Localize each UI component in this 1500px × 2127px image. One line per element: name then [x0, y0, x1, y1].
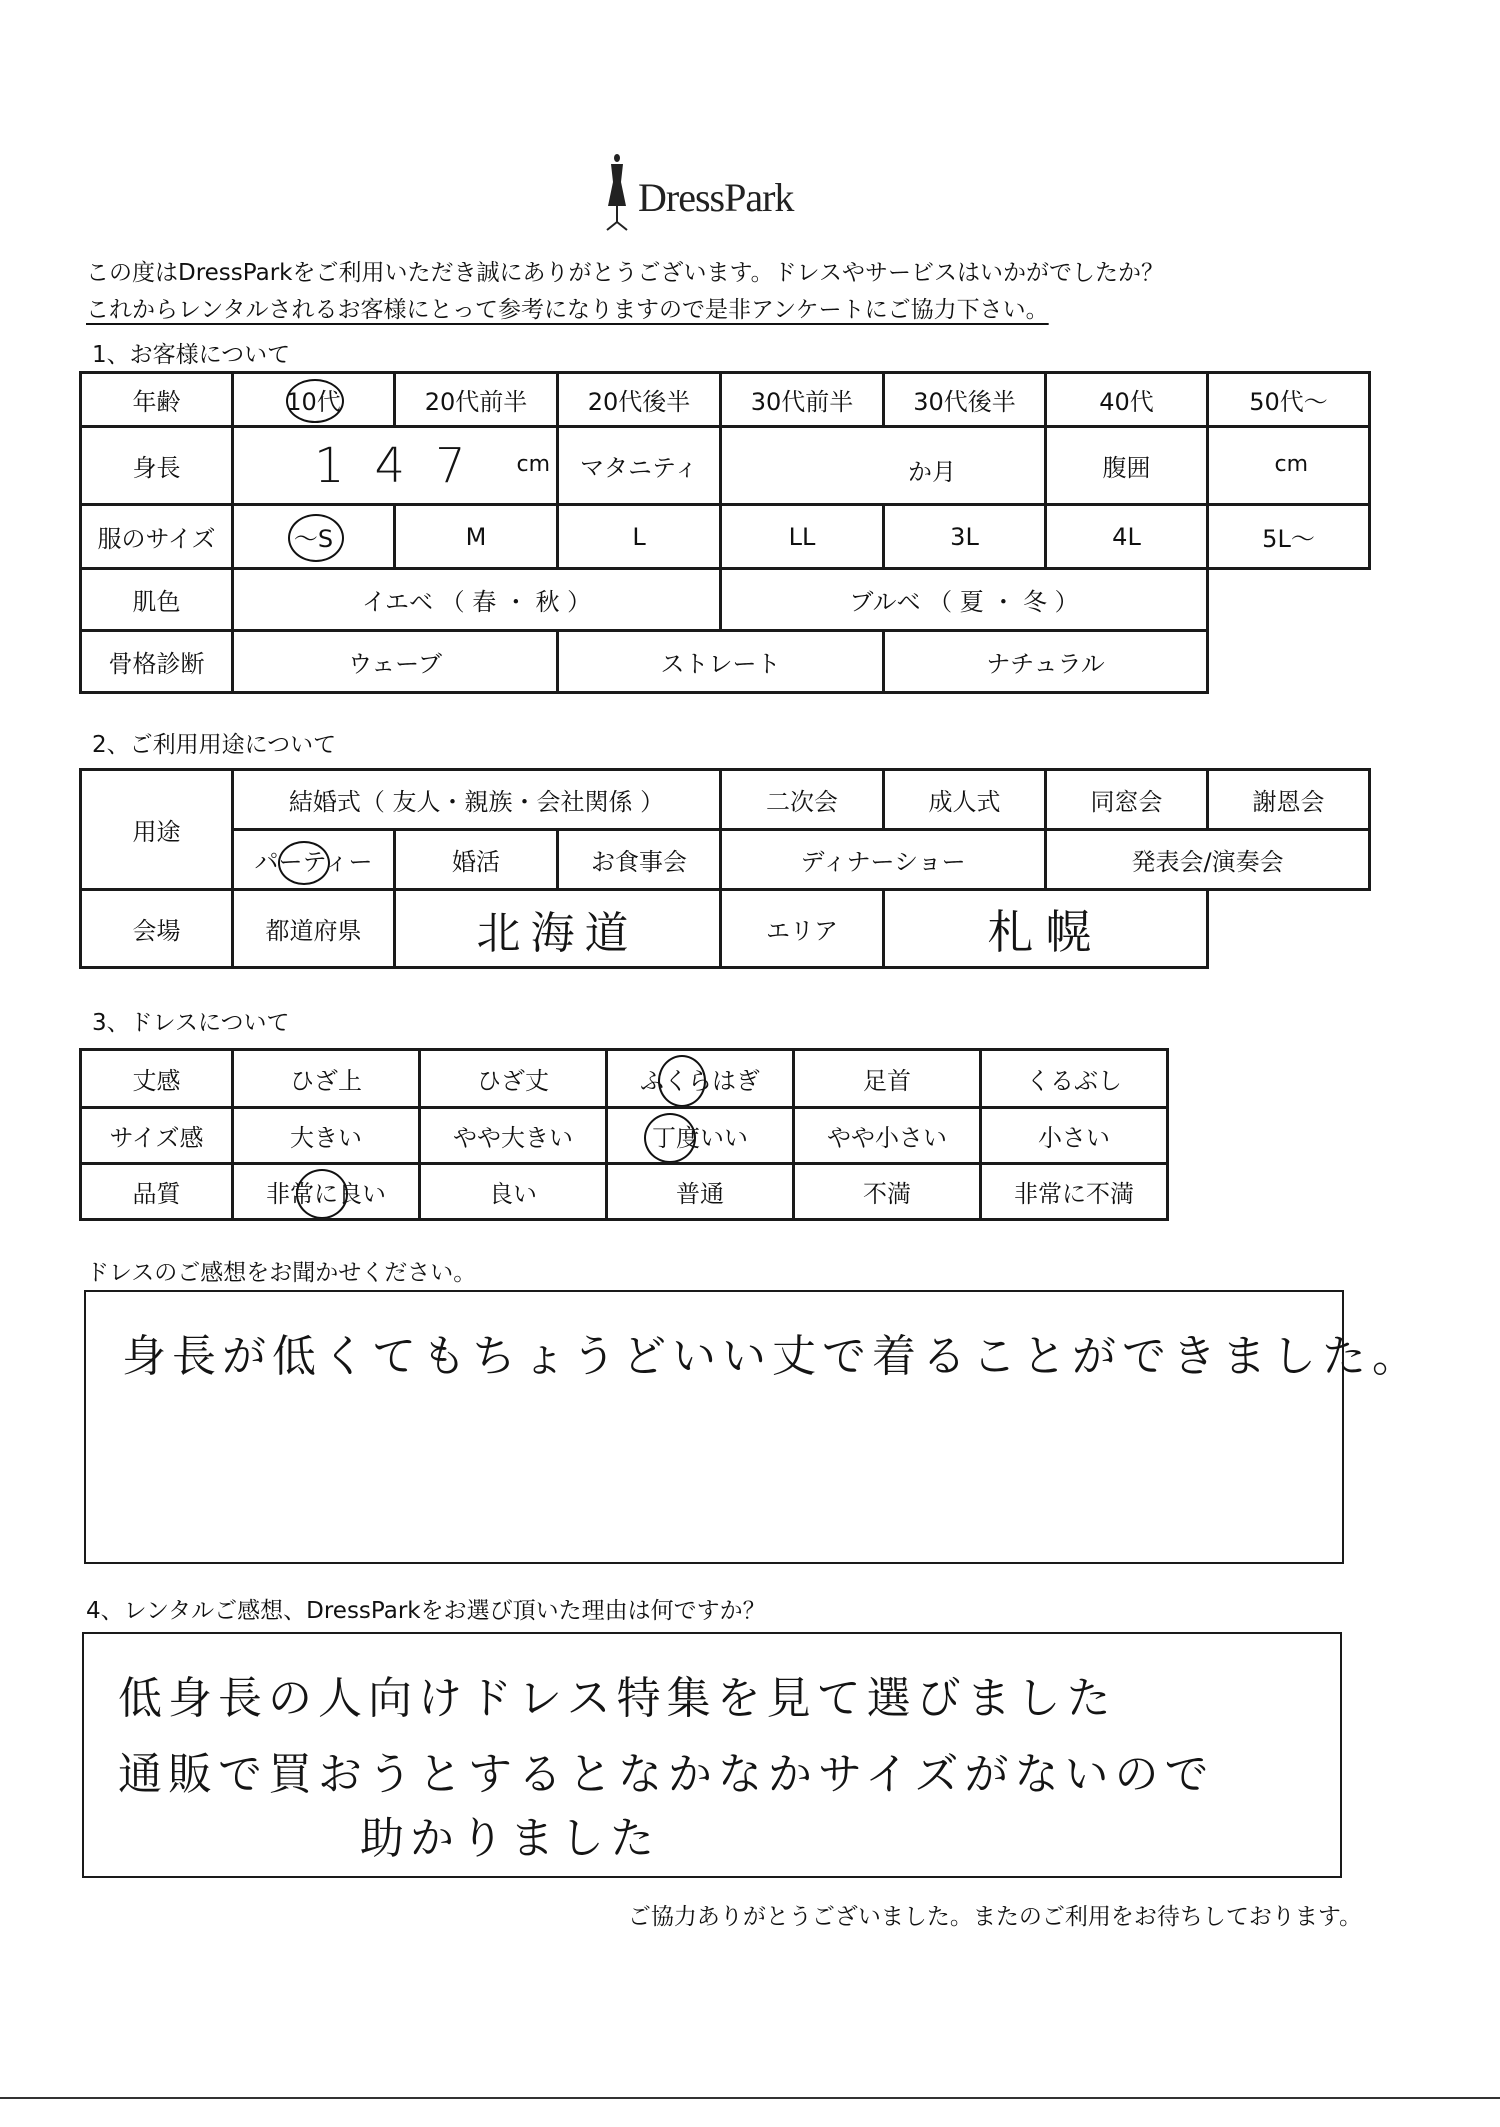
fit-option[interactable]: やや小さい — [794, 1108, 981, 1164]
length-option[interactable]: ひざ上 — [233, 1050, 420, 1108]
area-field[interactable] — [884, 890, 1208, 968]
size-option[interactable]: 4L — [1046, 505, 1208, 569]
fit-option[interactable]: 小さい — [981, 1108, 1168, 1164]
dress-table — [79, 1048, 1169, 1221]
bottom-rule — [0, 2097, 1500, 2099]
skin-blue-option[interactable]: ブルベ （ 夏 ・ 冬 ） — [721, 569, 1208, 631]
quality-option[interactable]: 良い — [420, 1164, 607, 1220]
purpose-table — [79, 768, 1371, 969]
reason-textarea[interactable] — [82, 1632, 1342, 1878]
intro-line-1: この度はDressParkをご利用いただき誠にありがとうございます。ドレスやサービスはいかがでしたか？ — [86, 260, 1164, 286]
quality-label: 品質 — [81, 1164, 233, 1220]
purpose-option-text: パーティー — [254, 848, 373, 876]
months-unit: か月 — [908, 458, 956, 486]
purpose-option-party[interactable] — [233, 830, 395, 890]
skin-label: 肌色 — [81, 569, 233, 631]
size-option-s[interactable] — [233, 505, 395, 569]
prefecture-field[interactable] — [395, 890, 721, 968]
fit-option[interactable]: やや大きい — [420, 1108, 607, 1164]
intro-line-2: これからレンタルされるお客様にとって参考になりますので是非アンケートにご協力下さい。 — [86, 297, 1049, 323]
purpose-option[interactable]: お食事会 — [558, 830, 721, 890]
age-option-text: 10代 — [286, 388, 341, 416]
height-value: 147 — [314, 438, 496, 494]
purpose-option[interactable]: 婚活 — [395, 830, 558, 890]
section-4-title: 4、レンタルご感想、DressParkをお選び頂いた理由は何ですか？ — [86, 1598, 766, 1624]
venue-label: 会場 — [81, 890, 233, 968]
fit-option-just-right[interactable] — [607, 1108, 794, 1164]
height-unit: cm — [516, 452, 550, 477]
size-option[interactable]: 3L — [884, 505, 1046, 569]
logo-text: DressPark — [638, 175, 794, 220]
reason-line: 助かりました — [360, 1813, 660, 1864]
impressions-title: ドレスのご感想をお聞かせください。 — [86, 1260, 477, 1286]
size-option-text: ～S — [293, 525, 334, 553]
fit-option[interactable]: 大きい — [233, 1108, 420, 1164]
reason-line: 通販で買おうとするとなかなかサイズがないので — [118, 1749, 1215, 1800]
customer-table — [79, 371, 1371, 694]
section-2-title: 2、ご利用用途について — [92, 732, 337, 758]
purpose-option[interactable]: 謝恩会 — [1208, 770, 1370, 830]
frame-option[interactable]: ウェーブ — [233, 631, 558, 693]
length-option-text: ふくらはぎ — [640, 1067, 760, 1095]
maternity-months-field[interactable] — [721, 427, 1046, 505]
section-1-title: 1、お客様について — [92, 342, 291, 368]
impressions-textarea[interactable] — [84, 1290, 1422, 1564]
length-option-calf[interactable] — [607, 1050, 794, 1108]
purpose-option[interactable]: ディナーショー — [721, 830, 1046, 890]
length-option[interactable]: ひざ丈 — [420, 1050, 607, 1108]
impressions-text: 身長が低くてもちょうどいい丈で着ることができました。 — [122, 1331, 1422, 1382]
prefecture-value: 北海道 — [476, 907, 639, 959]
height-label: 身長 — [81, 427, 233, 505]
purpose-label: 用途 — [81, 770, 233, 890]
length-label: 丈感 — [81, 1050, 233, 1108]
frame-label: 骨格診断 — [81, 631, 233, 693]
section-3-title: 3、ドレスについて — [92, 1010, 290, 1036]
size-option[interactable]: L — [558, 505, 721, 569]
quality-option-very-good[interactable] — [233, 1164, 420, 1220]
age-option[interactable]: 20代前半 — [395, 373, 558, 427]
size-label: 服のサイズ — [81, 505, 233, 569]
frame-option[interactable]: ナチュラル — [884, 631, 1208, 693]
footer-thanks: ご協力ありがとうございました。またのご利用をお待ちしております。 — [627, 1904, 1362, 1930]
purpose-option[interactable]: 同窓会 — [1046, 770, 1208, 830]
purpose-option[interactable]: 二次会 — [721, 770, 884, 830]
size-option[interactable]: M — [395, 505, 558, 569]
waist-unit: cm — [1274, 452, 1308, 477]
quality-option[interactable]: 普通 — [607, 1164, 794, 1220]
age-option[interactable]: 50代～ — [1208, 373, 1370, 427]
length-option[interactable]: 足首 — [794, 1050, 981, 1108]
size-option[interactable]: LL — [721, 505, 884, 569]
age-option[interactable]: 20代後半 — [558, 373, 721, 427]
age-option[interactable]: 40代 — [1046, 373, 1208, 427]
waist-label: 腹囲 — [1046, 427, 1208, 505]
fit-option-text: 丁度いい — [652, 1124, 748, 1152]
purpose-option[interactable]: 成人式 — [884, 770, 1046, 830]
quality-option-text: 非常に良い — [266, 1180, 386, 1208]
height-field[interactable] — [233, 427, 558, 505]
frame-option[interactable]: ストレート — [558, 631, 884, 693]
maternity-label: マタニティ — [558, 427, 721, 505]
size-option[interactable]: 5L～ — [1208, 505, 1370, 569]
purpose-option-wedding[interactable]: 結婚式（ 友人・親族・会社関係 ） — [233, 770, 721, 830]
waist-field[interactable] — [1208, 427, 1370, 505]
age-option-10s[interactable] — [233, 373, 395, 427]
age-option[interactable]: 30代前半 — [721, 373, 884, 427]
purpose-option[interactable]: 発表会/演奏会 — [1046, 830, 1370, 890]
prefecture-label: 都道府県 — [233, 890, 395, 968]
area-label: エリア — [721, 890, 884, 968]
quality-option[interactable]: 不満 — [794, 1164, 981, 1220]
quality-option[interactable]: 非常に不満 — [981, 1164, 1168, 1220]
dress-form-icon — [600, 152, 634, 236]
age-label: 年齢 — [81, 373, 233, 427]
length-option[interactable]: くるぶし — [981, 1050, 1168, 1108]
reason-line: 低身長の人向けドレス特集を見て選びました — [118, 1673, 1117, 1724]
age-option[interactable]: 30代後半 — [884, 373, 1046, 427]
skin-yellow-option[interactable]: イエベ （ 春 ・ 秋 ） — [233, 569, 721, 631]
area-value: 札幌 — [987, 904, 1104, 959]
fit-label: サイズ感 — [81, 1108, 233, 1164]
logo — [600, 152, 860, 238]
